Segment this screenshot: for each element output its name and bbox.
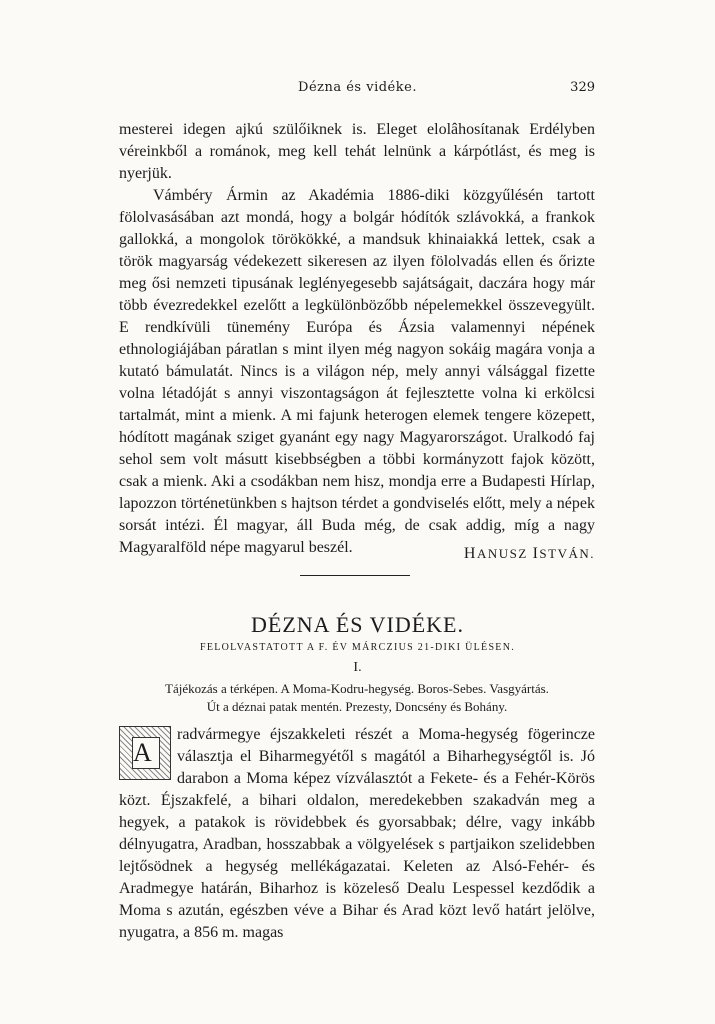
author-name-part: STVÁN.	[539, 546, 595, 561]
paragraph: mesterei idegen ajkú szülőiknek is. Eleget elolâhosítanak Erdélyben véreinkből a románok, meg kell tehát lelnünk a kárpótlást, és meg is nyerjük.	[119, 121, 595, 182]
article-subtitle: FELOLVASTATOTT A F. ÉV MÁRCZIUS 21-DIKI ÜLÉSEN.	[199, 642, 516, 653]
author-name-part: ANUSZ	[476, 546, 528, 561]
author-byline	[430, 543, 595, 565]
summary-line: Út a déznai patak mentén. Prezesty, Doncsény és Bohány.	[206, 699, 508, 714]
previous-article-end	[119, 119, 595, 565]
paragraph	[119, 185, 595, 562]
drop-cap-letter: A	[132, 737, 160, 769]
page-number: 329	[570, 80, 595, 95]
running-header	[0, 80, 715, 100]
paragraph-text: radvármegye éjszakkeleti részét a Moma-hegység fögerinczе választja el Biharmegyétől s magától a Biharhegységtől is. Jó darabon a Moma képez vízválasztót a Fekete- és a Fehér-Körös közt. Éjszakfelé, a bihari oldalon, meredekebben szakadván meg a hegyek, a patakok is rövidebbek és gyorsabbak; délre, vagy inkább délnyugatra, Aradban, hosszabbak a völgyelések s partjaikon szelidebben lejtősödnek a hegység mellékágazatai. Keleten az Alsó-Fehér- és Aradmegye határán, Biharhoz is közeleső Dealu Lespessel kezdődik a Moma s azután, egészben véve a Bihar és Arad közt levő határt jelölve, nyugatra, a 856 m. magas	[119, 726, 595, 941]
section-number: I.	[353, 660, 362, 675]
running-title: Dézna és vidéke.	[298, 80, 417, 95]
section-divider	[300, 575, 410, 576]
article-title: DÉZNA ÉS VIDÉKE.	[251, 612, 464, 637]
section-summary	[119, 680, 595, 716]
author-initial: H	[463, 545, 477, 562]
drop-cap	[119, 726, 171, 780]
summary-line: Tájékozás a térképen. A Moma-Kodru-hegység. Boros-Sebes. Vasgyártás.	[165, 681, 549, 696]
paragraph	[119, 724, 595, 944]
article-body	[119, 724, 595, 944]
author-initial: I	[532, 545, 540, 562]
paragraph-text: Vámbéry Ármin az Akadémia 1886-diki közgyűlésén tartott fölolvasásában azt mondá, hogy a bolgár hódítók szlávokká, a frankok gallokká, a mongolok törökökké, a mandsuk khinaiakká lettek, csak a török magyarság védekezett sikeresen az ilyen fölolvadás ellen és őrizte meg ősi nemzeti tipusának leglényegesebb sajátságait, daczára hogy már több évezredekkel ezelőtt a legkülönbözőbb népelemekkel összevegyült. E rendkívüli tünemény Európa és Ázsia valamennyi népének ethnologiájában páratlan s mint ilyen még nagyon sokáig magára vonja a kutató bámulatát. Nincs is a világon nép, mely annyi válsággal fizette volna létadóját s annyi viszontagságon át fejlesztette volna ki erkölcsi tartalmát, mint a mienk. A mi fajunk heterogen elemek tengere közepett, hódított magának sziget gyanánt egy nagy Magyarországot. Uralkodó faj sehol sem volt másutt kisebbségben a többi kormányzott fajok között, csak a mienk. Aki a csodákban nem hisz, mondja erre a Budapesti Hírlap, lapozzon történetünkben s hajtson térdet a gondviselés előtt, mely a népek sorsát intézi. Él magyar, áll Buda még, de csak addig, míg a nagy Magyaralföld népe magyarul beszél.	[119, 187, 595, 556]
